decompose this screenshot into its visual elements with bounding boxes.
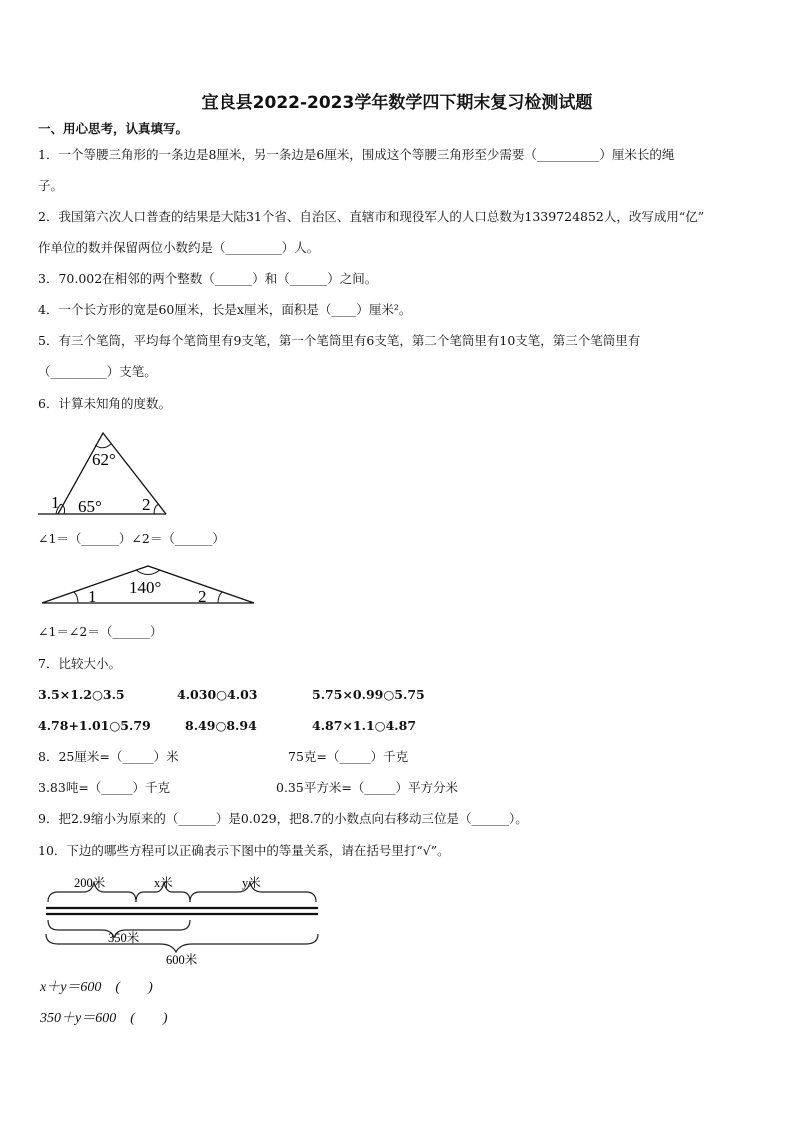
question-5-line1: 5．有三个笔筒，平均每个笔筒里有9支笔，第一个笔筒里有6支笔，第二个笔筒里有10支笔，第三个笔筒里有	[38, 333, 641, 348]
label-x-m: x米	[154, 876, 173, 890]
angle-label-140: 140°	[129, 578, 162, 597]
question-10: 10．下边的哪些方程可以正确表示下图中的等量关系，请在括号里打“√”。	[38, 843, 450, 858]
compare-item: 8.49○8.94	[185, 718, 257, 733]
triangle-figure-1	[36, 428, 176, 520]
label-200m: 200米	[74, 876, 106, 890]
unit-conversion: 0.35平方米=（_____）平方分米	[276, 780, 459, 795]
compare-item: 4.030○4.03	[177, 687, 258, 702]
question-4: 4．一个长方形的宽是60厘米，长是x厘米，面积是（____）厘米²。	[38, 302, 412, 317]
compare-item: 4.78+1.01○5.79	[38, 718, 151, 733]
question-1-line1: 1．一个等腰三角形的一条边是8厘米，另一条边是6厘米，围成这个等腰三角形至少需要（__________）厘米长的绳	[38, 147, 675, 162]
angle-label-2b: 2	[198, 587, 207, 606]
question-1-line2: 子。	[38, 178, 64, 193]
label-y-m: y米	[242, 876, 261, 890]
unit-conversion: 8．25厘米=（_____）米	[38, 749, 179, 764]
question-9: 9．把2.9缩小为原来的（______）是0.029，把8.7的小数点向右移动三位是（______）。	[38, 811, 528, 826]
question-7: 7．比较大小。	[38, 656, 121, 671]
question-3: 3．70.002在相邻的两个整数（______）和（______）之间。	[38, 271, 378, 286]
label-350m: 350米	[108, 931, 140, 945]
question-2-line1: 2．我国第六次人口普查的结果是大陆31个省、自治区、直辖市和现役军人的人口总数为1339724852人，改写成用“亿”	[38, 209, 705, 224]
label-600m: 600米	[166, 953, 198, 967]
triangle-figure-2	[38, 560, 258, 608]
compare-item: 3.5×1.2○3.5	[38, 687, 125, 702]
unit-conversion: 3.83吨=（_____）千克	[38, 780, 171, 795]
angle-label-1b: 1	[88, 587, 97, 606]
unit-conversion: 75克=（_____）千克	[288, 749, 409, 764]
answer-angles-2: ∠1＝∠2＝（______）	[38, 624, 163, 639]
angle-label-2: 2	[142, 495, 151, 514]
compare-item: 4.87×1.1○4.87	[312, 718, 417, 733]
line-segment-diagram	[40, 870, 325, 968]
answer-angles-1: ∠1＝（______）∠2＝（______）	[38, 531, 225, 546]
page-title: 宜良县2022-2023学年数学四下期末复习检测试题	[201, 93, 593, 113]
angle-label-62: 62°	[92, 450, 116, 469]
equation-2: 350＋y＝600 ( )	[40, 1011, 168, 1026]
compare-item: 5.75×0.99○5.75	[312, 687, 425, 702]
equation-1: x＋y＝600 ( )	[40, 980, 153, 995]
angle-label-1: 1	[51, 493, 60, 512]
question-2-line2: 作单位的数并保留两位小数约是（_________）人。	[38, 240, 320, 255]
question-6: 6．计算未知角的度数。	[38, 396, 171, 411]
angle-label-65: 65°	[78, 497, 102, 516]
section-heading: 一、用心思考，认真填写。	[38, 121, 189, 136]
question-5-line2: （_________）支笔。	[38, 364, 157, 379]
